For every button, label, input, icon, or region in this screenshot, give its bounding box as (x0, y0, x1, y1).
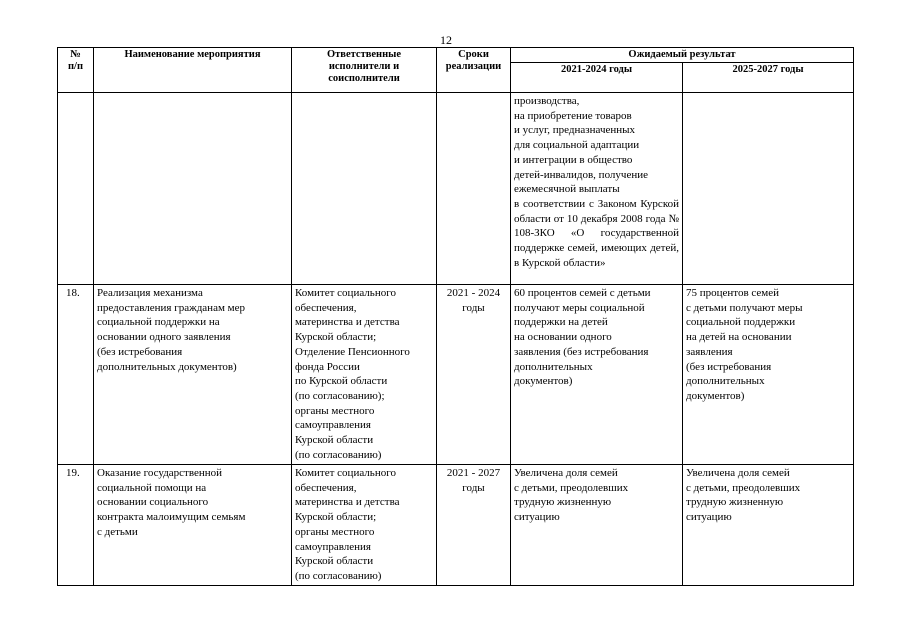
table-row (58, 465, 854, 586)
continuation-result-2021-2024: производства, на приобретение товаров и услуг, предназначенных для социальной адаптации и интеграции в общество детей-инвалидов, получение ежемесячной выплаты в соответствии с Законом Курской области от 10 декабря 2008 года № 108-ЗКО «О государственной поддержке семей, имеющих детей, в Курской области» (511, 93, 683, 285)
row-19-name: Оказание государственной социальной помощи на основании социального контракта малоимущим семьям с детьми (94, 465, 292, 586)
continuation-terms-cell (437, 93, 511, 285)
header-num: № п/п (58, 48, 94, 93)
row-19-terms: 2021 - 2027 годы (437, 465, 511, 586)
page-number: 12 (440, 33, 452, 47)
continuation-num-cell (58, 93, 94, 285)
header-period-2025-2027: 2025-2027 годы (683, 63, 854, 93)
row-18-name: Реализация механизма предоставления гражданам мер социальной поддержки на основании одного заявления (без истребования дополнительных документов) (94, 285, 292, 465)
row-19-num: 19. (58, 465, 94, 586)
row-18-responsible: Комитет социального обеспечения, материнства и детства Курской области; Отделение Пенсионного фонда России по Курской области (по согласованию); органы местного самоуправления Курской области (по согласованию) (292, 285, 437, 465)
continuation-name-cell (94, 93, 292, 285)
measures-table (57, 47, 854, 586)
row-19-responsible: Комитет социального обеспечения, материнства и детства Курской области; органы местного самоуправления Курской области (по согласованию) (292, 465, 437, 586)
continuation-responsible-cell (292, 93, 437, 285)
header-responsible: Ответственные исполнители и соисполнители (292, 48, 437, 93)
header-period-2021-2024: 2021-2024 годы (511, 63, 683, 93)
row-18-num: 18. (58, 285, 94, 465)
row-18-terms: 2021 - 2024 годы (437, 285, 511, 465)
header-name: Наименование мероприятия (94, 48, 292, 93)
row-19-result-2025-2027: Увеличена доля семей с детьми, преодолевших трудную жизненную ситуацию (683, 465, 854, 586)
row-18-result-2021-2024: 60 процентов семей с детьми получают меры социальной поддержки на детей на основании одного заявления (без истребования дополнительных документов) (511, 285, 683, 465)
row-18-result-2025-2027: 75 процентов семей с детьми получают меры социальной поддержки на детей на основании заявления (без истребования дополнительных документов) (683, 285, 854, 465)
header-expected-result: Ожидаемый результат (511, 48, 854, 63)
header-terms: Сроки реализации (437, 48, 511, 93)
header-row (58, 48, 854, 63)
continuation-result-2025-2027 (683, 93, 854, 285)
table-row (58, 285, 854, 465)
row-19-result-2021-2024: Увеличена доля семей с детьми, преодолевших трудную жизненную ситуацию (511, 465, 683, 586)
continuation-row (58, 93, 854, 285)
